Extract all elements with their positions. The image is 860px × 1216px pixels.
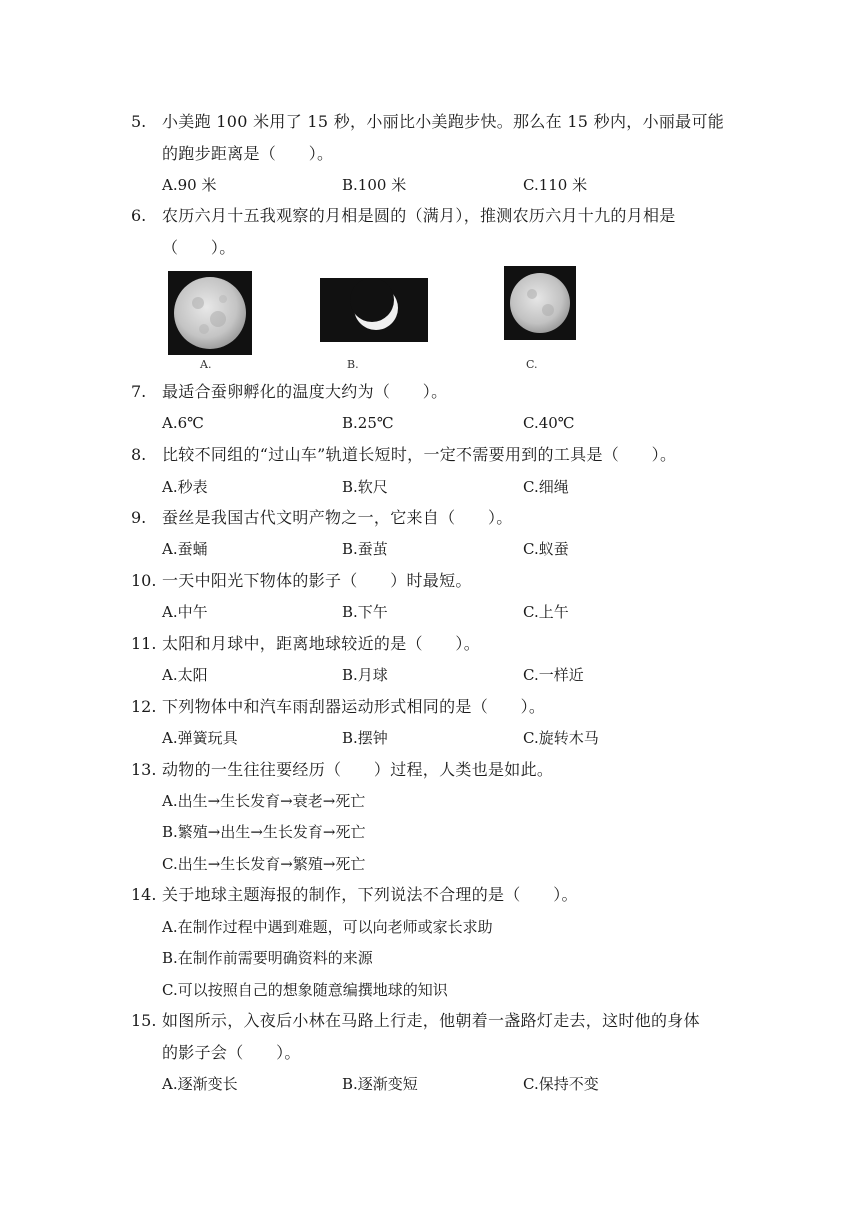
option-a: A.太阳	[162, 666, 208, 684]
option-b: B.月球	[342, 666, 388, 684]
crescent-moon-photo	[320, 278, 428, 342]
question-number: 11.	[131, 634, 157, 653]
option-a: A.中午	[162, 603, 208, 621]
option-c: C.细绳	[523, 478, 569, 496]
option-b: B.摆钟	[342, 729, 388, 747]
option-a: A.6℃	[162, 414, 204, 432]
question-number: 15.	[131, 1011, 157, 1030]
option-a: A.弹簧玩具	[162, 729, 238, 747]
image-caption-c: C.	[526, 358, 538, 371]
question-text: 比较不同组的“过山车”轨道长短时，一定不需要用到的工具是（ ）。	[162, 445, 677, 464]
option-a: A.90 米	[162, 176, 217, 194]
question-number: 9.	[131, 508, 147, 527]
option-a: A.秒表	[162, 478, 208, 496]
question-number: 12.	[131, 697, 157, 716]
question-text: 如图所示，入夜后小林在马路上行走，他朝着一盏路灯走去，这时他的身体	[162, 1011, 700, 1030]
option-c: C.蚁蚕	[523, 540, 569, 558]
option-b: B.下午	[342, 603, 388, 621]
question-number: 7.	[131, 382, 147, 401]
question-text: 一天中阳光下物体的影子（ ）时最短。	[162, 571, 472, 590]
option-b: B.软尺	[342, 478, 388, 496]
option-c: C.40℃	[523, 414, 575, 432]
question-number: 6.	[131, 206, 147, 225]
option-c: C.上午	[523, 603, 569, 621]
full-moon-photo	[168, 271, 252, 355]
image-caption-b: B.	[347, 358, 359, 371]
question-text: 下列物体中和汽车雨刮器运动形式相同的是（ ）。	[162, 697, 546, 716]
option-c: C.一样近	[523, 666, 584, 684]
option-b: B.逐渐变短	[342, 1075, 418, 1093]
option-b: B.25℃	[342, 414, 394, 432]
question-text: 关于地球主题海报的制作，下列说法不合理的是（ ）。	[162, 885, 578, 904]
image-caption-a: A.	[200, 358, 212, 371]
option-a: A.逐渐变长	[162, 1075, 238, 1093]
option-c: C.出生→生长发育→繁殖→死亡	[162, 855, 366, 873]
option-c: C.可以按照自己的想象随意编撰地球的知识	[162, 981, 448, 999]
option-a: A.出生→生长发育→衰老→死亡	[162, 792, 366, 810]
option-a: A.蚕蛹	[162, 540, 208, 558]
question-text: （ ）。	[162, 238, 236, 257]
option-b: B.100 米	[342, 176, 407, 194]
question-number: 10.	[131, 571, 157, 590]
option-c: C.旋转木马	[523, 729, 599, 747]
option-b: B.蚕茧	[342, 540, 388, 558]
question-number: 13.	[131, 760, 157, 779]
question-text: 太阳和月球中，距离地球较近的是（ ）。	[162, 634, 481, 653]
question-text: 蚕丝是我国古代文明产物之一，它来自（ ）。	[162, 508, 513, 527]
option-a: A.在制作过程中遇到难题，可以向老师或家长求助	[162, 918, 493, 936]
option-c: C.110 米	[523, 176, 588, 194]
question-text: 的跑步距离是（ ）。	[162, 144, 334, 163]
gibbous-moon-photo	[504, 266, 576, 340]
question-text: 动物的一生往往要经历（ ）过程，人类也是如此。	[162, 760, 554, 779]
question-text: 最适合蚕卵孵化的温度大约为（ ）。	[162, 382, 448, 401]
question-text: 的影子会（ ）。	[162, 1043, 301, 1062]
option-b: B.繁殖→出生→生长发育→死亡	[162, 823, 366, 841]
option-b: B.在制作前需要明确资料的来源	[162, 949, 373, 967]
question-number: 8.	[131, 445, 147, 464]
question-text: 小美跑 100 米用了 15 秒，小丽比小美跑步快。那么在 15 秒内，小丽最可能	[162, 112, 725, 131]
question-number: 14.	[131, 885, 157, 904]
question-text: 农历六月十五我观察的月相是圆的（满月），推测农历六月十九的月相是	[162, 206, 676, 225]
question-number: 5.	[131, 112, 147, 131]
option-c: C.保持不变	[523, 1075, 599, 1093]
